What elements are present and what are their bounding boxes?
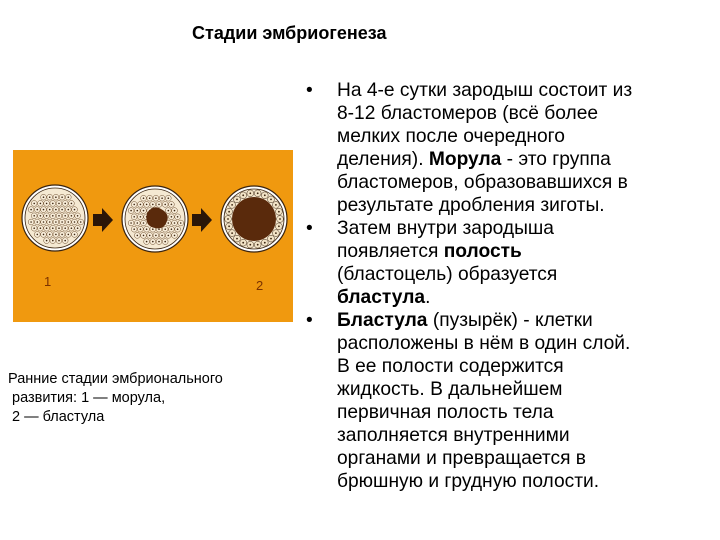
cell-nucleus xyxy=(58,240,60,242)
cell-nucleus xyxy=(133,216,135,218)
cell-nucleus xyxy=(61,196,63,198)
cell-nucleus xyxy=(71,215,73,217)
cell-nucleus xyxy=(279,218,281,220)
cell-nucleus xyxy=(61,234,63,236)
cell-nucleus xyxy=(37,221,39,223)
cell-nucleus xyxy=(149,197,151,199)
cell-nucleus xyxy=(174,210,176,212)
bullet-text: результате дробления зиготы. xyxy=(337,195,605,216)
cell-nucleus xyxy=(228,225,230,227)
cell-nucleus xyxy=(55,221,57,223)
cell-nucleus xyxy=(164,204,166,206)
bullet-line xyxy=(337,286,714,309)
bullet-text: 8-12 бластомеров (всё более xyxy=(337,103,599,124)
cell-nucleus xyxy=(30,209,32,211)
cell-nucleus xyxy=(71,227,73,229)
cell-nucleus xyxy=(64,227,66,229)
bullet-dot-icon: • xyxy=(306,310,313,331)
cell-nucleus xyxy=(152,204,154,206)
cell-nucleus xyxy=(43,234,45,236)
cell-nucleus xyxy=(71,203,73,205)
cell-nucleus xyxy=(64,203,66,205)
cell-nucleus xyxy=(64,240,66,242)
cell-nucleus xyxy=(61,221,63,223)
bullet-item xyxy=(306,79,714,217)
bullet-line xyxy=(337,355,714,378)
cell-nucleus xyxy=(249,244,251,246)
embryo-stages-illustration xyxy=(13,150,293,322)
cell-nucleus xyxy=(55,234,57,236)
cell-nucleus xyxy=(46,240,48,242)
cell-nucleus xyxy=(130,222,132,224)
bullet-bold-term: Бластула xyxy=(337,310,428,331)
bullet-line xyxy=(337,217,714,240)
cell-nucleus xyxy=(171,216,173,218)
bullet-line xyxy=(337,401,714,424)
bullet-line xyxy=(337,194,714,217)
cell-nucleus xyxy=(68,234,70,236)
cell-nucleus xyxy=(40,215,42,217)
cell-nucleus xyxy=(77,227,79,229)
bullet-text: (бластоцель) образуется xyxy=(337,264,558,285)
cell-nucleus xyxy=(177,228,179,230)
cell-nucleus xyxy=(137,235,139,237)
bullet-dot-icon: • xyxy=(306,218,313,239)
figure-caption xyxy=(8,370,298,427)
cell-nucleus xyxy=(68,196,70,198)
cell-nucleus xyxy=(168,197,170,199)
cell-nucleus xyxy=(278,225,280,227)
cell-nucleus xyxy=(49,234,51,236)
cell-nucleus xyxy=(137,222,139,224)
cell-nucleus xyxy=(74,209,76,211)
cell-nucleus xyxy=(52,215,54,217)
cell-nucleus xyxy=(149,235,151,237)
blastocoel-cavity xyxy=(232,197,276,241)
bullet-text: деления). xyxy=(337,149,429,170)
bullet-text: первичная полость тела xyxy=(337,402,554,423)
cell-nucleus xyxy=(61,209,63,211)
cell-nucleus xyxy=(257,192,259,194)
cell-nucleus xyxy=(174,222,176,224)
bullet-item xyxy=(306,217,714,309)
cell-nucleus xyxy=(158,241,160,243)
cell-nucleus xyxy=(49,196,51,198)
cell-nucleus xyxy=(164,228,166,230)
cell-nucleus xyxy=(74,221,76,223)
cell-nucleus xyxy=(40,227,42,229)
cell-nucleus xyxy=(236,199,238,201)
caption-line-3: 2 — бластула xyxy=(12,409,105,425)
cell-nucleus xyxy=(168,222,170,224)
bullet-item xyxy=(306,309,714,493)
cell-nucleus xyxy=(46,215,48,217)
bullet-bold-term: Морула xyxy=(428,149,502,170)
bullet-line xyxy=(337,102,714,125)
cell-nucleus xyxy=(152,241,154,243)
cell-nucleus xyxy=(161,235,163,237)
bullet-line xyxy=(337,263,714,286)
blastula-embryo xyxy=(221,186,287,252)
bullet-text: На 4-е сутки зародыш состоит из xyxy=(337,80,633,101)
cell-nucleus xyxy=(270,238,272,240)
cell-nucleus xyxy=(58,227,60,229)
bullet-text: заполняется внутренними xyxy=(337,425,570,446)
morula-early-embryo xyxy=(22,185,88,251)
bullet-line xyxy=(337,125,714,148)
cell-nucleus xyxy=(74,234,76,236)
cell-nucleus xyxy=(43,221,45,223)
bullet-text: В ее полости содержится xyxy=(337,356,564,377)
cell-nucleus xyxy=(58,203,60,205)
cell-nucleus xyxy=(137,210,139,212)
caption-line-2: развития: 1 — морула, xyxy=(12,390,166,406)
cell-nucleus xyxy=(40,203,42,205)
cell-nucleus xyxy=(177,216,179,218)
cell-nucleus xyxy=(52,203,54,205)
cell-nucleus xyxy=(174,235,176,237)
bullet-line xyxy=(337,378,714,401)
cell-nucleus xyxy=(275,232,277,234)
figure-label-2: 2 xyxy=(256,278,264,293)
cell-nucleus xyxy=(33,215,35,217)
cell-nucleus xyxy=(58,215,60,217)
morula-cavity-embryo xyxy=(122,186,188,252)
cell-nucleus xyxy=(227,218,229,220)
cell-nucleus xyxy=(140,204,142,206)
bullet-line xyxy=(337,470,714,493)
bullet-line xyxy=(337,332,714,355)
cell-nucleus xyxy=(49,209,51,211)
bullet-text: Затем внутри зародыша xyxy=(337,218,554,239)
cell-nucleus xyxy=(55,209,57,211)
bullet-text: . xyxy=(425,287,431,308)
cell-nucleus xyxy=(133,228,135,230)
cell-nucleus xyxy=(146,228,148,230)
bullet-dot-icon: • xyxy=(306,80,313,101)
cell-nucleus xyxy=(146,204,148,206)
cell-nucleus xyxy=(68,209,70,211)
bullet-text: органами и превращается в xyxy=(337,448,586,469)
bullet-text: жидкость. В дальнейшем xyxy=(337,379,563,400)
cell-nucleus xyxy=(168,235,170,237)
cell-nucleus xyxy=(270,199,272,201)
bullet-line xyxy=(337,171,714,194)
cell-nucleus xyxy=(140,216,142,218)
bullet-line xyxy=(337,240,714,263)
bullet-text: расположены в нём в один слой. xyxy=(337,333,631,354)
cell-nucleus xyxy=(249,192,251,194)
cell-nucleus xyxy=(68,221,70,223)
cell-nucleus xyxy=(37,234,39,236)
cell-nucleus xyxy=(52,240,54,242)
bullet-line xyxy=(337,424,714,447)
cell-nucleus xyxy=(180,222,182,224)
cell-nucleus xyxy=(80,221,82,223)
cell-nucleus xyxy=(171,204,173,206)
cell-nucleus xyxy=(242,194,244,196)
bullet-bold-term: полость xyxy=(443,241,522,262)
cell-nucleus xyxy=(275,204,277,206)
bullet-line xyxy=(337,447,714,470)
cell-nucleus xyxy=(33,203,35,205)
cell-nucleus xyxy=(64,215,66,217)
cell-nucleus xyxy=(158,228,160,230)
slide-title: Стадии эмбриогенеза xyxy=(192,23,387,43)
cell-nucleus xyxy=(171,228,173,230)
cell-nucleus xyxy=(264,194,266,196)
cell-nucleus xyxy=(164,241,166,243)
bullet-list xyxy=(306,79,714,493)
cell-nucleus xyxy=(37,209,39,211)
cell-nucleus xyxy=(236,238,238,240)
cell-nucleus xyxy=(143,235,145,237)
caption-line-1: Ранние стадии эмбрионального xyxy=(8,371,223,387)
embryo-stages-figure xyxy=(13,150,293,322)
cell-nucleus xyxy=(161,197,163,199)
cell-nucleus xyxy=(55,196,57,198)
bullet-text: появляется xyxy=(337,241,444,262)
bullet-line xyxy=(337,309,714,332)
cell-nucleus xyxy=(168,210,170,212)
cell-nucleus xyxy=(146,241,148,243)
cell-nucleus xyxy=(155,235,157,237)
cell-nucleus xyxy=(242,242,244,244)
bullet-text: брюшную и грудную полости. xyxy=(337,471,600,492)
cell-nucleus xyxy=(158,204,160,206)
cell-nucleus xyxy=(264,242,266,244)
cell-nucleus xyxy=(46,227,48,229)
cell-nucleus xyxy=(257,244,259,246)
cell-nucleus xyxy=(49,221,51,223)
figure-label-1: 1 xyxy=(44,274,52,289)
cell-nucleus xyxy=(228,211,230,213)
cell-nucleus xyxy=(155,197,157,199)
cell-nucleus xyxy=(52,227,54,229)
cell-nucleus xyxy=(143,197,145,199)
cell-nucleus xyxy=(231,204,233,206)
bullet-text: (пузырёк) - клетки xyxy=(427,310,593,331)
cell-nucleus xyxy=(140,228,142,230)
cell-nucleus xyxy=(152,228,154,230)
cell-nucleus xyxy=(30,221,32,223)
bullet-text: - это группа xyxy=(501,149,611,170)
cell-nucleus xyxy=(43,209,45,211)
cell-nucleus xyxy=(231,232,233,234)
bullet-text: мелких после очередного xyxy=(337,126,565,147)
cell-nucleus xyxy=(130,210,132,212)
bullet-text: бластомеров, образовавшихся в xyxy=(337,172,628,193)
cell-nucleus xyxy=(143,210,145,212)
bullet-line xyxy=(337,148,714,171)
cell-nucleus xyxy=(133,204,135,206)
bullet-bold-term: бластула xyxy=(337,287,426,308)
cell-nucleus xyxy=(46,203,48,205)
cell-nucleus xyxy=(278,211,280,213)
cell-nucleus xyxy=(33,227,35,229)
bullet-line xyxy=(337,79,714,102)
cell-nucleus xyxy=(43,196,45,198)
cell-nucleus xyxy=(143,222,145,224)
cell-nucleus xyxy=(77,215,79,217)
